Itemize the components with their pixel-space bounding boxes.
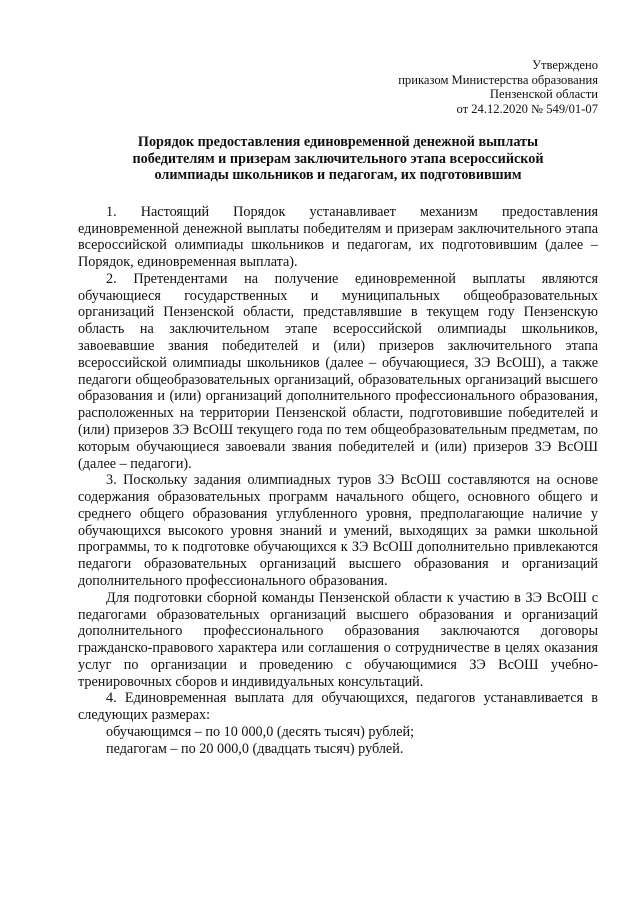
approval-line: Пензенской области — [489, 87, 598, 101]
document-body — [78, 204, 598, 758]
paragraph-2: 2. Претендентами на получение единовременной выплаты являются обучающиеся государственных и муниципальных общеобразовательных организаций Пензенской области, представлявшие в текущем году Пензенскую область на заключительном этапе всероссийской олимпиады школьников, завоевавшие звания победителей и (или) призеров заключительного этапа всероссийской олимпиады школьников (далее – обучающиеся, ЗЭ ВсОШ), а также педагоги общеобразовательных организаций, образовательных организаций высшего образования и (или) организаций дополнительного профессионального образования, расположенных на территории Пензенской области, подготовившие победителей и (или) призеров ЗЭ ВсОШ текущего года по тем общеобразовательным предметам, по которым обучающиеся завоевали звания победителей и (или) призеров ЗЭ ВсОШ (далее – педагоги). — [78, 270, 598, 472]
title-line: победителям и призерам заключительного этапа всероссийской — [132, 150, 544, 167]
paragraph-4: 4. Единовременная выплата для обучающихся, педагогов устанавливается в следующих размерах: — [78, 690, 598, 724]
document-page — [78, 58, 598, 758]
amount-teachers: педагогам – по 20 000,0 (двадцать тысяч) рублей. — [106, 740, 404, 757]
approval-stamp — [78, 58, 598, 116]
title-line: олимпиады школьников и педагогам, их подготовившим — [154, 167, 522, 184]
approval-line: приказом Министерства образования — [398, 72, 598, 87]
approval-line: Утверждено — [532, 58, 598, 72]
amount-students: обучающимся – по 10 000,0 (десять тысяч) рублей; — [106, 724, 415, 740]
approval-line: от 24.12.2020 № 549/01-07 — [456, 101, 598, 116]
title-line: Порядок предоставления единовременной денежной выплаты — [137, 134, 539, 150]
paragraph-3-continued: Для подготовки сборной команды Пензенской области к участию в ЗЭ ВсОШ с педагогами образовательных организаций высшего образования и организаций дополнительного профессионального образования заключаются договоры гражданско-правового характера или соглашения о сотрудничестве в целях оказания услуг по организации и проведению с обучающимися ЗЭ ВсОШ учебно-тренировочных сборов и индивидуальных консультаций. — [78, 589, 598, 690]
paragraph-1: 1. Настоящий Порядок устанавливает механизм предоставления единовременной денежной выплаты победителям и призерам заключительного этапа всероссийской олимпиады школьников и педагогам, их подготовившим (далее – Порядок, единовременная выплата). — [78, 203, 598, 271]
paragraph-3: 3. Поскольку задания олимпиадных туров ЗЭ ВсОШ составляются на основе содержания образовательных программ начального общего, основного общего и среднего общего образования углубленного уровня, предполагающие наличие у обучающихся высокого уровня знаний и умений, выходящих за рамки школьной программы, то к подготовке обучающихся к ЗЭ ВсОШ дополнительно привлекаются педагоги образовательных организаций высшего образования и организаций дополнительного профессионального образования. — [78, 472, 598, 589]
document-title — [78, 134, 598, 184]
